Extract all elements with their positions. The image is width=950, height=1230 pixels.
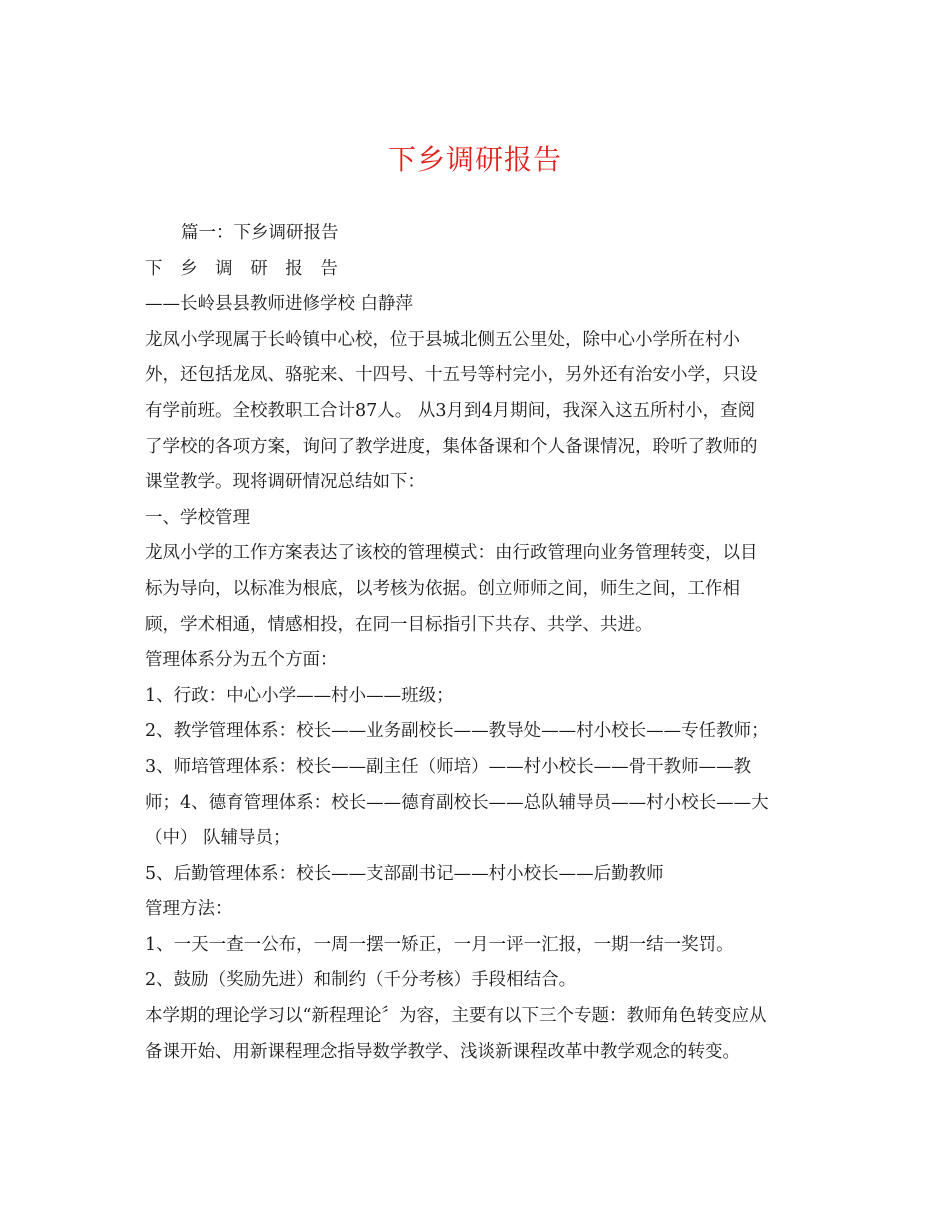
author-line: ——长岭县县教师进修学校 白静萍: [145, 294, 414, 315]
report-heading: 下 乡 调 研 报 告: [145, 258, 344, 279]
paragraph-line: 顾，学术相通，情感相投，在同一目标指引下共存、共学、共进。: [145, 614, 653, 635]
list-item: 1、一天一查一公布，一周一摆一矫正，一月一评一汇报，一期一结一奖罚。: [145, 934, 734, 955]
document-title: 下乡调研报告: [387, 143, 562, 176]
paragraph-line: 课堂教学。现将调研情况总结如下：: [145, 472, 425, 493]
section-heading: 篇一：下乡调研报告: [181, 223, 339, 243]
list-item: 5、后勤管理体系：校长——支部副书记——村小校长——后勤教师: [145, 863, 664, 884]
document-body: [145, 216, 813, 1070]
subsection-heading: 一、学校管理: [145, 507, 250, 528]
list-item: （中） 队辅导员；: [145, 828, 291, 849]
paragraph-line: 外，还包括龙凤、骆驼来、十四号、十五号等村完小，另外还有治安小学，只设: [145, 365, 758, 386]
paragraph-line: 了学校的各项方案，询问了教学进度，集体备课和个人备课情况，聆听了教师的: [145, 436, 758, 457]
paragraph-line: 龙凤小学的工作方案表达了该校的管理模式：由行政管理向业务管理转变，以目: [145, 543, 758, 564]
list-item: 2、教学管理体系：校长——业务副校长——教导处——村小校长——专任教师；: [145, 721, 769, 742]
list-item: 1、行政：中心小学——村小——班级；: [145, 685, 454, 706]
list-item: 2、鼓励（奖励先进）和制约（千分考核）手段相结合。: [145, 970, 577, 991]
paragraph-line: 本学期的理论学习以“新程理论〞为容，主要有以下三个专题：教师角色转变应从: [145, 1006, 767, 1027]
paragraph-line: 龙凤小学现属于长岭镇中心校，位于县城北侧五公里处，除中心小学所在村小: [145, 329, 740, 350]
paragraph-line: 标为导向，以标准为根底，以考核为依据。创立师师之间，师生之间，工作相: [145, 578, 740, 599]
list-item: 师；4、德育管理体系：校长——德育副校长——总队辅导员——村小校长——大: [145, 792, 769, 813]
paragraph-line: 管理方法：: [145, 899, 233, 920]
list-item: 3、师培管理体系：校长——副主任（师培）——村小校长——骨干教师——教: [145, 756, 752, 777]
paragraph-line: 有学前班。全校教职工合计87人。 从3月到4月期间，我深入这五所村小，查阅: [145, 400, 756, 421]
paragraph-line: 管理体系分为五个方面：: [145, 650, 338, 671]
paragraph-line: 备课开始、用新课程理念指导数学教学、浅谈新课程改革中教学观念的转变。: [145, 1041, 740, 1062]
